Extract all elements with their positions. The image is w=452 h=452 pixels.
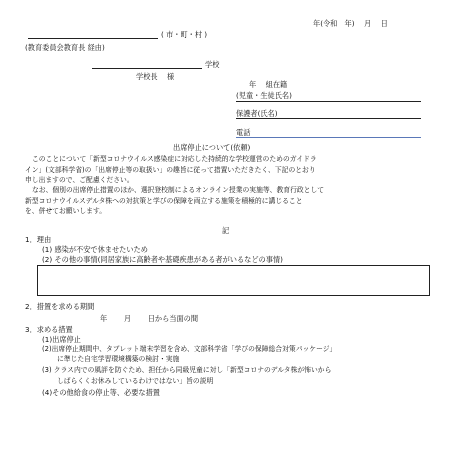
ki-marker: 記 (222, 226, 230, 235)
guardian-underline (236, 118, 421, 119)
section3-heading: 3．求める措置 (25, 325, 73, 334)
section1-heading: 1．理由 (25, 235, 52, 244)
measure-item-3: (3) クラス内での風評を防ぐため、担任から同級児童に対し「新型コロナのデルタ株が怖いから (42, 366, 332, 374)
date-line: 年(令和 年) 月 日 (313, 19, 388, 28)
body-line-2: イン」(文部科学省)の「出席停止等の取扱い」の趣旨に従って措置いただきたく、下記のとおり (25, 166, 316, 174)
reason-item-2: (2) その他の事情(同居家族に高齢者や基礎疾患がある者がいるなどの事情) (42, 255, 283, 264)
reason-item-1: (1) 感染が不安で休ませたいため (42, 245, 148, 254)
measure-item-1: (1)出席停止 (42, 335, 81, 344)
body-line-4: なお、個別の出席停止措置のほか、選択登校制によるオンライン授業の実施等、教育行政として (32, 186, 325, 194)
municipality-underline (28, 38, 158, 39)
section2-heading: 2．措置を求める期間 (25, 302, 95, 311)
measure-item-2: (2)出席停止期間中、タブレット端末学習を含め、文部科学省「学びの保障総合対策パッケージ」 (42, 345, 337, 353)
municipality-label: ( 市・町・村 ) (161, 30, 208, 39)
student-name-label: (児童・生徒氏名) (236, 91, 292, 100)
document-title: 出席停止について(依頼) (173, 143, 251, 152)
period-line: 年 月 日から当面の間 (100, 314, 199, 323)
school-name-underline (92, 68, 202, 69)
reason-detail-box[interactable] (37, 265, 430, 296)
measure-item-2-cont: に準じた自宅学習環境構築の検討・実施 (57, 355, 180, 363)
guardian-label: 保護者(氏名) (236, 109, 278, 118)
body-line-1: このことについて「新型コロナウイルス感染症に対応した持続的な学校運営のためのガイドラ (32, 155, 317, 163)
grade-class-line: 年 組在籍 (249, 80, 288, 89)
via-line: (教育委員会教育長 経由) (25, 43, 105, 52)
measure-item-4: (4)その他給食の停止等、必要な措置 (42, 388, 160, 397)
body-line-6: を、併せてお願いします。 (25, 207, 107, 215)
school-suffix: 学校 (205, 60, 220, 69)
phone-underline (236, 137, 421, 138)
measure-item-3-cont: しばらくくお休みしているわけではない」旨の説明 (57, 377, 214, 385)
principal-line: 学校長 様 (136, 72, 175, 81)
body-line-3: 申し出ますので、ご配慮ください。 (25, 176, 134, 184)
student-name-underline (236, 101, 421, 102)
phone-label: 電話 (236, 128, 251, 137)
body-line-5: 新型コロナウイルスデルタ株への対抗策と学びの保障を両立する施策を積極的に講じること (25, 197, 303, 205)
